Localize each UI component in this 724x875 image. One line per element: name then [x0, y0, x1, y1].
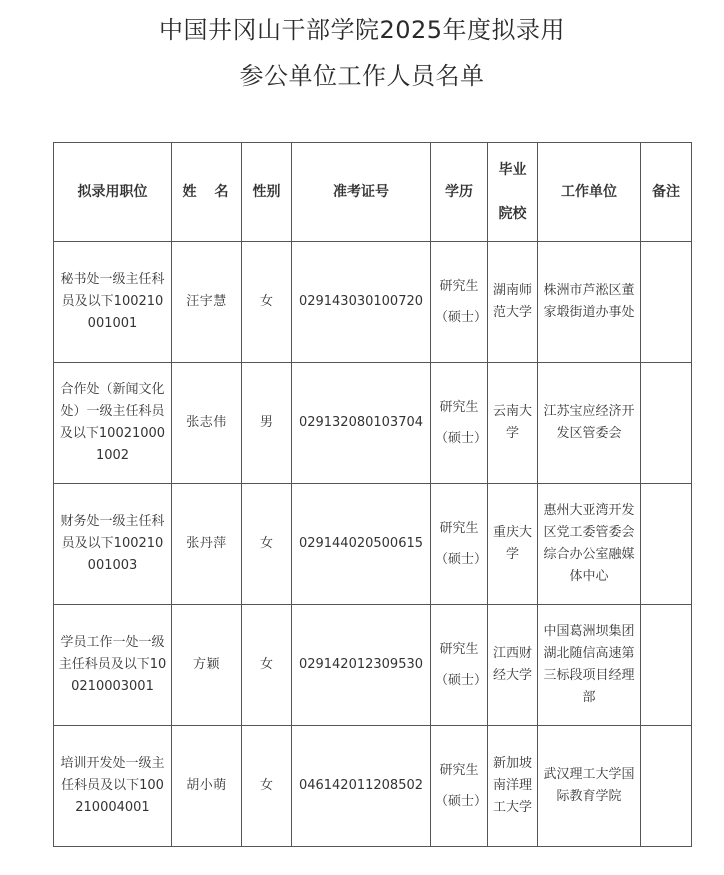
cell-exam-id: 029132080103704	[292, 363, 431, 484]
header-exam-id: 准考证号	[292, 143, 431, 242]
table-header-row	[54, 143, 692, 242]
cell-education	[431, 726, 488, 847]
cell-education	[431, 363, 488, 484]
table-row	[54, 242, 692, 363]
cell-gender: 男	[242, 363, 292, 484]
education-level: （硕士）	[435, 551, 488, 567]
candidate-table	[53, 142, 692, 847]
education-degree: 研究生	[439, 520, 479, 536]
cell-position: 合作处（新闻文化处）一级主任科员及以下100210001002	[54, 363, 172, 484]
education-degree: 研究生	[439, 641, 479, 657]
cell-employer: 中国葛洲坝集团湖北随信高速第三标段项目经理部	[538, 605, 641, 726]
cell-position: 秘书处一级主任科员及以下100210001001	[54, 242, 172, 363]
cell-remarks	[641, 726, 692, 847]
cell-position: 财务处一级主任科员及以下100210001003	[54, 484, 172, 605]
cell-remarks	[641, 242, 692, 363]
page-title-line-2: 参公单位工作人员名单	[239, 62, 485, 90]
cell-name: 胡小萌	[172, 726, 242, 847]
header-position: 拟录用职位	[54, 143, 172, 242]
cell-gender: 女	[242, 605, 292, 726]
header-gender: 性别	[242, 143, 292, 242]
cell-gender: 女	[242, 242, 292, 363]
cell-school: 江西财经大学	[488, 605, 538, 726]
table-row	[54, 726, 692, 847]
cell-employer: 株洲市芦淞区董家塅街道办事处	[538, 242, 641, 363]
cell-employer: 武汉理工大学国际教育学院	[538, 726, 641, 847]
cell-employer: 江苏宝应经济开发区管委会	[538, 363, 641, 484]
cell-education	[431, 484, 488, 605]
education-level: （硕士）	[435, 430, 488, 446]
cell-gender: 女	[242, 484, 292, 605]
education-level: （硕士）	[435, 793, 488, 809]
header-name: 姓 名	[172, 143, 242, 242]
cell-exam-id: 046142011208502	[292, 726, 431, 847]
header-education: 学历	[431, 143, 488, 242]
table-row	[54, 484, 692, 605]
table-row	[54, 363, 692, 484]
cell-position: 学员工作一处一级主任科员及以下100210003001	[54, 605, 172, 726]
education-level: （硕士）	[435, 309, 488, 325]
education-degree: 研究生	[439, 399, 479, 415]
education-degree: 研究生	[439, 278, 479, 294]
cell-name: 张志伟	[172, 363, 242, 484]
cell-remarks	[641, 363, 692, 484]
header-employer: 工作单位	[538, 143, 641, 242]
cell-school: 新加坡南洋理工大学	[488, 726, 538, 847]
education-level: （硕士）	[435, 672, 488, 688]
cell-school: 重庆大学	[488, 484, 538, 605]
cell-name: 方颖	[172, 605, 242, 726]
cell-remarks	[641, 605, 692, 726]
education-degree: 研究生	[439, 762, 479, 778]
cell-education	[431, 605, 488, 726]
cell-gender: 女	[242, 726, 292, 847]
cell-remarks	[641, 484, 692, 605]
cell-position: 培训开发处一级主任科员及以下100210004001	[54, 726, 172, 847]
header-remarks: 备注	[641, 143, 692, 242]
cell-school: 云南大学	[488, 363, 538, 484]
header-school-line-1: 毕业	[498, 162, 527, 178]
cell-employer: 惠州大亚湾开发区党工委管委会综合办公室融媒体中心	[538, 484, 641, 605]
cell-name: 汪宇慧	[172, 242, 242, 363]
cell-exam-id: 029143030100720	[292, 242, 431, 363]
cell-exam-id: 029142012309530	[292, 605, 431, 726]
cell-education	[431, 242, 488, 363]
cell-school: 湖南师范大学	[488, 242, 538, 363]
header-school-line-2: 院校	[498, 206, 527, 222]
header-school	[488, 143, 538, 242]
page-title-line-1: 中国井冈山干部学院2025年度拟录用	[158, 16, 566, 44]
cell-exam-id: 029144020500615	[292, 484, 431, 605]
cell-name: 张丹萍	[172, 484, 242, 605]
table-row	[54, 605, 692, 726]
